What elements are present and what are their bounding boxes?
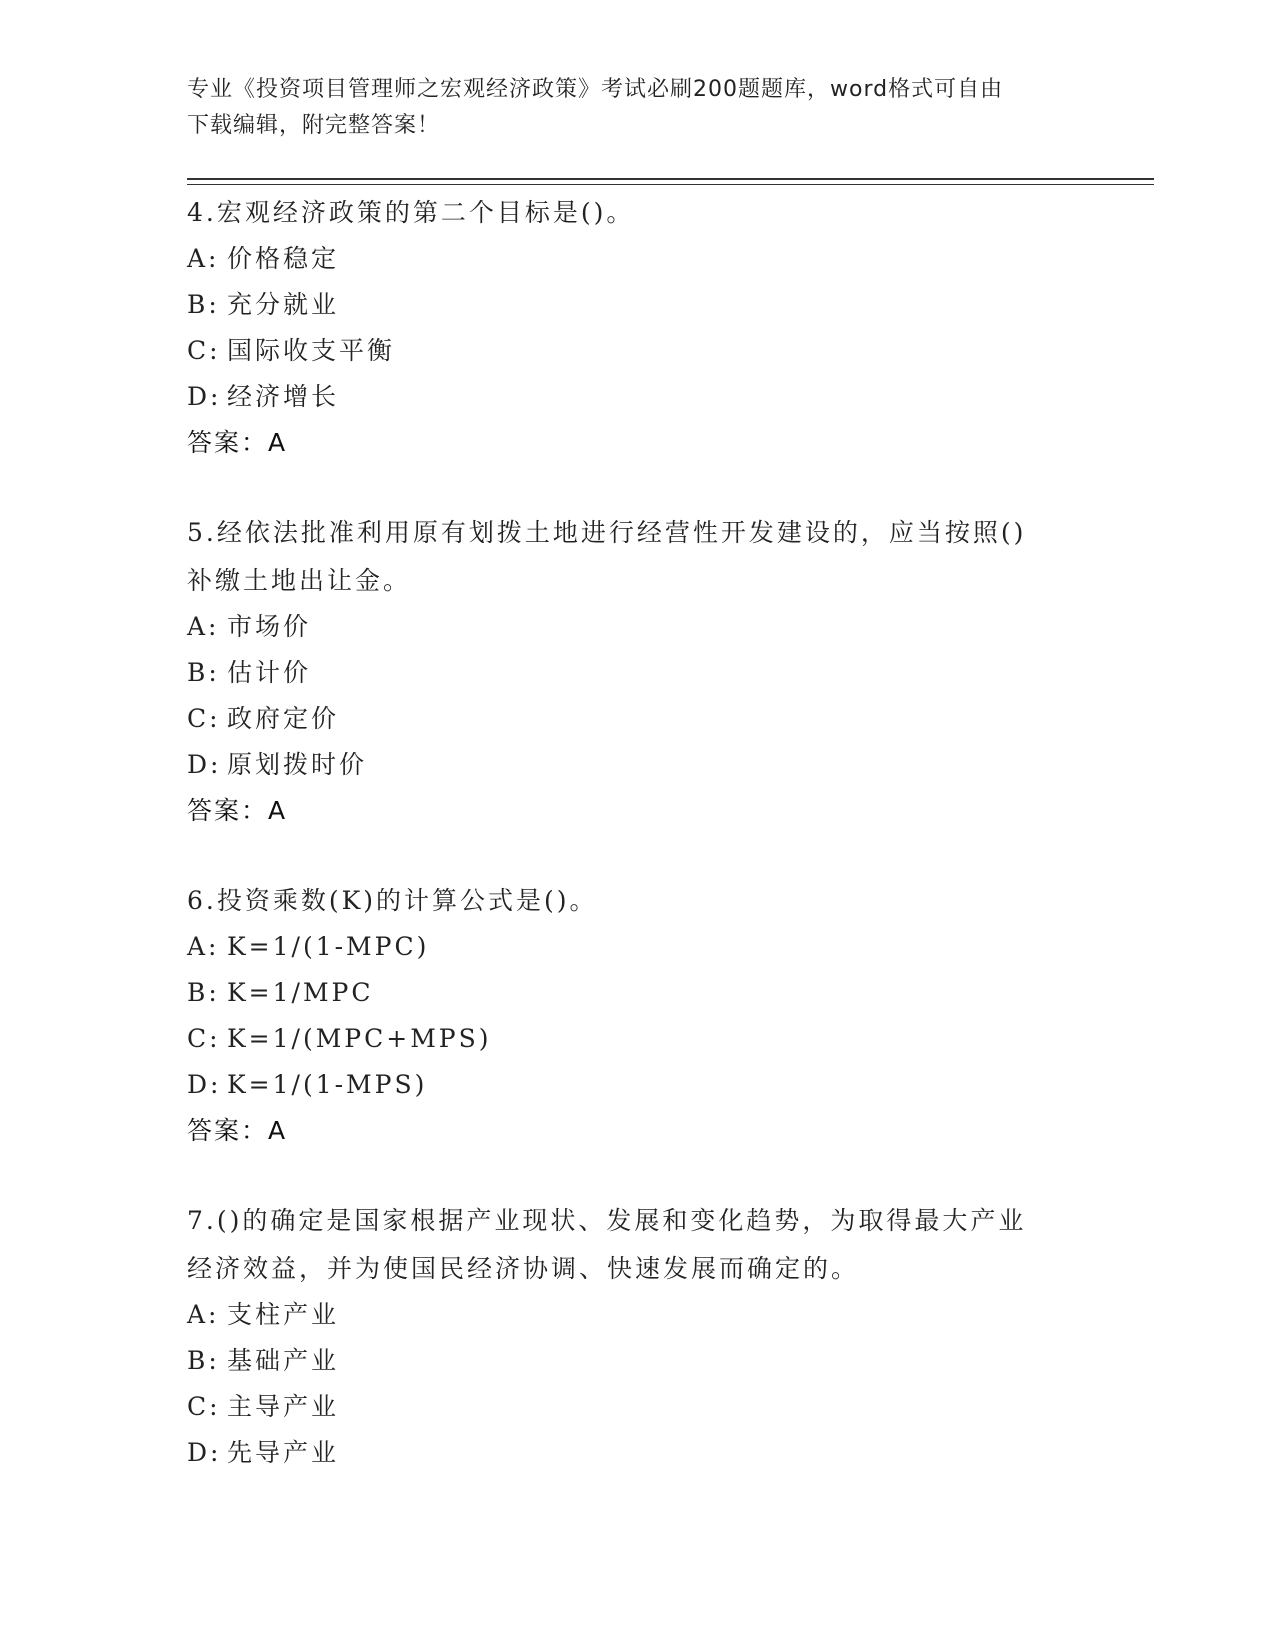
- option-key: A:: [187, 932, 220, 961]
- option-key: C:: [187, 336, 221, 365]
- option-text: 市场价: [227, 612, 312, 641]
- option-text: K=1/MPC: [227, 978, 374, 1007]
- option-text: 政府定价: [227, 704, 340, 733]
- option-c: [187, 1016, 1067, 1062]
- option-text: 充分就业: [227, 290, 340, 319]
- option-key: B:: [187, 1346, 220, 1375]
- question-list: [187, 188, 1067, 1476]
- question-stem: 7.()的确定是国家根据产业现状、发展和变化趋势，为取得最大产业: [187, 1206, 1027, 1235]
- document-header: [187, 72, 1067, 144]
- option-key: A:: [187, 244, 220, 273]
- option-text: 估计价: [227, 658, 312, 687]
- option-b: [187, 1338, 1067, 1384]
- header-line-2: 下载编辑，附完整答案！: [187, 113, 441, 138]
- question-spacer: [187, 1154, 1067, 1196]
- header-divider-thick: [187, 178, 1154, 180]
- option-b: [187, 650, 1067, 696]
- question-stem-continued: 补缴土地出让金。: [187, 566, 412, 595]
- answer-line: 答案：A: [187, 428, 288, 457]
- option-text: K=1/(1-MPC): [227, 932, 430, 961]
- option-b: [187, 282, 1067, 328]
- question-spacer: [187, 834, 1067, 876]
- option-text: 国际收支平衡: [227, 336, 396, 365]
- option-key: B:: [187, 978, 220, 1007]
- option-text: 支柱产业: [227, 1300, 340, 1329]
- option-d: [187, 1430, 1067, 1476]
- question-stem: 4.宏观经济政策的第二个目标是()。: [187, 198, 635, 227]
- option-text: 经济增长: [227, 382, 340, 411]
- option-a: [187, 1292, 1067, 1338]
- option-a: [187, 604, 1067, 650]
- option-a: [187, 236, 1067, 282]
- option-text: 主导产业: [227, 1392, 340, 1421]
- option-text: K=1/(1-MPS): [227, 1070, 428, 1099]
- question-stem-continued: 经济效益，并为使国民经济协调、快速发展而确定的。: [187, 1254, 860, 1283]
- option-d: [187, 742, 1067, 788]
- answer-line: 答案：A: [187, 796, 288, 825]
- option-key: D:: [187, 382, 222, 411]
- option-c: [187, 328, 1067, 374]
- option-a: [187, 924, 1067, 970]
- question-7: [187, 1196, 1067, 1476]
- header-divider-thin: [187, 184, 1154, 185]
- option-key: C:: [187, 1392, 221, 1421]
- option-key: D:: [187, 1438, 222, 1467]
- option-key: C:: [187, 704, 221, 733]
- option-text: 先导产业: [227, 1438, 340, 1467]
- option-text: 价格稳定: [227, 244, 340, 273]
- option-key: B:: [187, 290, 220, 319]
- option-d: [187, 374, 1067, 420]
- option-b: [187, 970, 1067, 1016]
- option-d: [187, 1062, 1067, 1108]
- question-4: [187, 188, 1067, 466]
- option-c: [187, 696, 1067, 742]
- option-key: A:: [187, 1300, 220, 1329]
- question-5: [187, 508, 1067, 834]
- option-key: B:: [187, 658, 220, 687]
- option-key: D:: [187, 750, 222, 779]
- question-stem: 6.投资乘数(K)的计算公式是()。: [187, 886, 598, 915]
- option-text: 原划拨时价: [227, 750, 368, 779]
- question-6: [187, 876, 1067, 1154]
- header-line-1: 专业《投资项目管理师之宏观经济政策》考试必刷200题题库，word格式可自由: [187, 77, 1004, 102]
- option-c: [187, 1384, 1067, 1430]
- question-spacer: [187, 466, 1067, 508]
- option-key: C:: [187, 1024, 221, 1053]
- option-text: 基础产业: [227, 1346, 340, 1375]
- option-key: A:: [187, 612, 220, 641]
- question-stem: 5.经依法批准利用原有划拨土地进行经营性开发建设的，应当按照(): [187, 518, 1027, 547]
- option-key: D:: [187, 1070, 222, 1099]
- answer-line: 答案：A: [187, 1116, 288, 1145]
- option-text: K=1/(MPC+MPS): [227, 1024, 492, 1053]
